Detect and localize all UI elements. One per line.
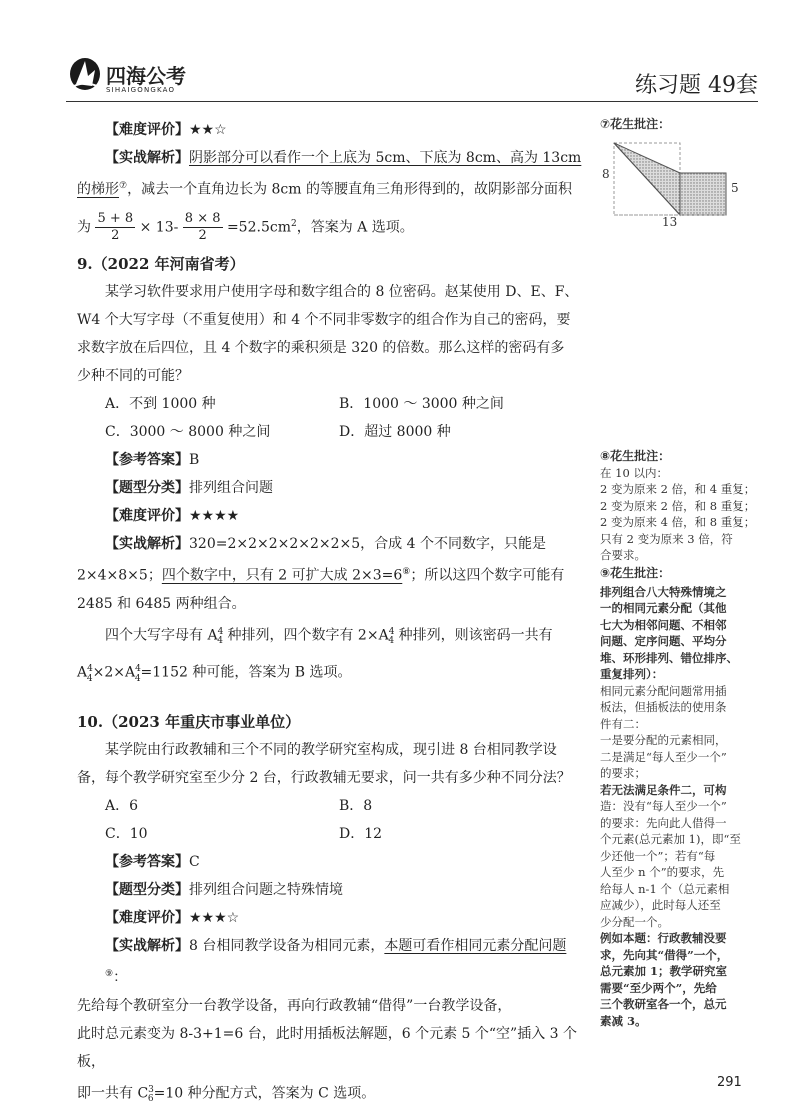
subscript: 4 [86, 673, 93, 684]
analysis-text: A [77, 664, 88, 681]
note-ref: ⑨ [105, 969, 114, 979]
note-ref: ⑧ [402, 567, 411, 577]
option-c: C．3000 ～ 8000 种之间 [105, 424, 271, 440]
note-line: 相同元素分配问题常用插 [600, 683, 727, 698]
option-b: B．1000 ～ 3000 种之间 [339, 396, 504, 412]
question-text: 求数字放在后四位，且 4 个数字的乘积须是 320 的倍数。那么这样的密码有多 [77, 340, 565, 356]
analysis-label: 【实战解析】 [105, 938, 189, 954]
answer-value: C [189, 854, 200, 870]
note-line: 需要“至少两个”，先给 [600, 980, 717, 995]
note-body [600, 465, 760, 564]
note-ref: ⑦ [119, 181, 128, 191]
note-line: 的要求：先向此人借得一 [600, 815, 727, 830]
type-value: 排列组合问题之特殊情境 [189, 882, 343, 898]
analysis-underlined: 四个数字中，只有 2 可扩大成 2×3=6 [161, 567, 403, 584]
superscript: 3 [148, 1084, 154, 1095]
option-a: A．6 [105, 798, 139, 814]
question-10 [77, 708, 582, 1113]
note-line: 个元素(总元素加 1)，即“至 [600, 832, 741, 846]
analysis-text: 种排列，四个数字有 2×A [223, 627, 389, 644]
superscript: 4 [388, 626, 395, 637]
note-line: 素减 3。 [600, 1013, 647, 1028]
analysis-line: 先给每个教研室分一台教学设备，再向行政教辅“借得”一台教学设备， [77, 997, 512, 1014]
note-line: 的要求； [600, 766, 646, 780]
answer-label: 【参考答案】 [105, 854, 189, 870]
analysis-text: 四个大写字母有 A [105, 627, 218, 644]
note-line: 七大为相邻问题、不相邻 [600, 617, 727, 632]
sihai-logo-icon [68, 56, 102, 92]
frac-num: 8 × 8 [184, 210, 221, 226]
note-line: 三个教研室各一个，总元 [600, 997, 727, 1011]
option-a: A．不到 1000 种 [105, 396, 216, 412]
note-line: 少分配一个。 [600, 914, 669, 929]
note-7 [600, 116, 760, 233]
type-label: 【题型分类】 [105, 480, 189, 496]
analysis-text: ，答案为 A 选项。 [296, 219, 414, 236]
question-heading: 10.（2023 年重庆市事业单位） [77, 713, 301, 731]
answer-value: B [189, 452, 200, 468]
fraction [183, 211, 223, 244]
analysis-line: 此时总元素变为 8-3+1=6 台，此时用插板法解题，6 个元素 5 个“空”插入 3 个板， [77, 1025, 578, 1070]
note-line: 堆、环形排列、错位排序、 [600, 650, 738, 665]
analysis-line: 320=2×2×2×2×2×2×5，合成 4 个不同数字，只能是 [189, 536, 546, 552]
logo-text: 四海公考 [106, 64, 186, 88]
analysis-line: 的梯形 [77, 181, 119, 198]
question-text: 少种不同的可能？ [77, 368, 189, 384]
note-line: 重复排列）： [600, 667, 664, 681]
note-line: 少还他一个”；若有“每 [600, 848, 716, 863]
note-title: ⑦花生批注： [600, 117, 671, 131]
difficulty-stars: ★★★★ [189, 508, 240, 524]
note-line: 件有二： [600, 716, 646, 731]
header [0, 0, 800, 100]
note-title: ⑨花生批注： [600, 566, 671, 580]
subscript: 4 [388, 636, 395, 647]
analysis-text: ；所以这四个数字可能有 [410, 567, 565, 584]
question-text: W4 个大写字母（不重复使用）和 4 个不同非零数字的组合作为自己的密码，要 [77, 312, 571, 328]
frac-den: 2 [198, 227, 207, 243]
note-body [600, 584, 760, 1030]
superscript: 4 [87, 664, 93, 675]
note-line: 只有 2 变为原来 3 倍，符 [600, 531, 733, 546]
analysis-label: 【实战解析】 [105, 150, 189, 166]
superscript: 4 [217, 626, 224, 637]
analysis-text: =52.5cm [226, 219, 291, 236]
option-b: B．8 [339, 798, 373, 814]
answer-label: 【参考答案】 [105, 452, 189, 468]
note-line: 二是满足“每人至少一个” [600, 749, 727, 764]
fraction [95, 211, 135, 244]
subscript: 4 [217, 636, 224, 647]
frac-den: 2 [111, 227, 120, 243]
note-line: 在 10 以内： [600, 465, 668, 480]
question-9 [77, 250, 582, 693]
page-number: 291 [717, 1075, 742, 1090]
page-title: 练习题 49套 [635, 73, 758, 98]
analysis-underlined: 本题可看作相同元素分配问题 [384, 938, 567, 954]
analysis-text: ： [113, 969, 128, 986]
question-text: 备，每个教学研究室至少分 2 台，行政教辅无要求，问一共有多少种不同分法？ [77, 770, 571, 786]
difficulty-stars: ★★☆ [189, 122, 227, 138]
analysis-text: ×2×A [92, 664, 136, 681]
note-line: 人至少 n 个”的要求，先 [600, 865, 725, 879]
fig-label-right: 5 [731, 181, 739, 195]
note-line: 合要求。 [600, 548, 646, 562]
note-line: 一的相同元素分配（其他 [600, 601, 727, 615]
option-d: D．12 [339, 826, 383, 842]
question-text: 某学习软件要求用户使用字母和数字组合的 8 位密码。赵某使用 D、E、F、 [105, 284, 579, 300]
analysis-line: 2485 和 6485 两种组合。 [77, 595, 246, 612]
note-title: ⑧花生批注： [600, 449, 671, 463]
note-line: 给每人 n-1 个（总元素相 [600, 881, 730, 896]
fig-label-left: 8 [602, 167, 610, 181]
difficulty-label: 【难度评价】 [105, 508, 189, 524]
subscript: 4 [134, 673, 141, 684]
note-line: 造：没有“每人至少一个” [600, 799, 727, 813]
note-line: 板法，但插板法的使用条 [600, 700, 727, 714]
analysis-text: =1152 种可能，答案为 B 选项。 [140, 664, 352, 681]
analysis-line: 阴影部分可以看作一个上底为 5cm、下底为 8cm、高为 13cm [189, 150, 582, 166]
q8-analysis [77, 116, 582, 247]
note-line: 求，先向其“借得”一个， [600, 947, 729, 962]
note-9 [600, 565, 760, 1029]
note-line: 若无法满足条件二，可构 [600, 782, 727, 797]
note-line: 一是要分配的元素相同， [600, 733, 727, 747]
difficulty-label: 【难度评价】 [105, 122, 189, 138]
analysis-label: 【实战解析】 [105, 536, 189, 552]
option-d: D．超过 8000 种 [339, 424, 451, 440]
type-value: 排列组合问题 [189, 480, 273, 496]
analysis-text: × 13- [139, 219, 179, 236]
note-line: 问题、定序问题、平均分 [600, 634, 727, 648]
option-c: C．10 [105, 826, 148, 842]
superscript: 2 [290, 218, 297, 229]
question-heading: 9.（2022 年河南省考） [77, 255, 245, 273]
analysis-text: =10 种分配方式，答案为 C 选项。 [153, 1085, 376, 1102]
analysis-text: 种排列，则该密码一共有 [394, 627, 553, 644]
note-line: 2 变为原来 4 倍，和 8 重复； [600, 515, 756, 529]
note-8 [600, 448, 760, 564]
note-line: 例如本题：行政教辅没要 [600, 931, 727, 945]
analysis-text: 为 [77, 219, 91, 236]
subscript: 6 [147, 1094, 154, 1105]
analysis-line: ，减去一个直角边长为 8cm 的等腰直角三角形得到的，故阴影部分面积 [127, 181, 573, 198]
difficulty-label: 【难度评价】 [105, 910, 189, 926]
fig-label-bottom: 13 [662, 215, 678, 229]
note-line: 2 变为原来 2 倍，和 8 重复； [600, 498, 756, 513]
analysis-text: 8 台相同教学设备为相同元素， [189, 938, 385, 954]
superscript: 4 [135, 664, 141, 675]
note-line: 2 变为原来 2 倍，和 4 重复； [600, 482, 756, 496]
difficulty-stars: ★★★☆ [189, 910, 240, 926]
analysis-text: 2×4×8×5； [77, 567, 162, 584]
header-divider [66, 101, 758, 102]
analysis-text: 即一共有 C [77, 1085, 149, 1102]
type-label: 【题型分类】 [105, 882, 189, 898]
note-line: 排列组合八大特殊情境之 [600, 584, 727, 599]
question-text: 某学院由行政教辅和三个不同的教学研究室构成，现引进 8 台相同教学设 [105, 742, 557, 758]
logo-subtext: SIHAIGONGKAO [106, 86, 176, 94]
note-line: 应减少），此时每人还至 [600, 898, 721, 912]
note-line: 总元素加 1；教学研究室 [600, 964, 728, 978]
frac-num: 5 + 8 [97, 210, 134, 226]
